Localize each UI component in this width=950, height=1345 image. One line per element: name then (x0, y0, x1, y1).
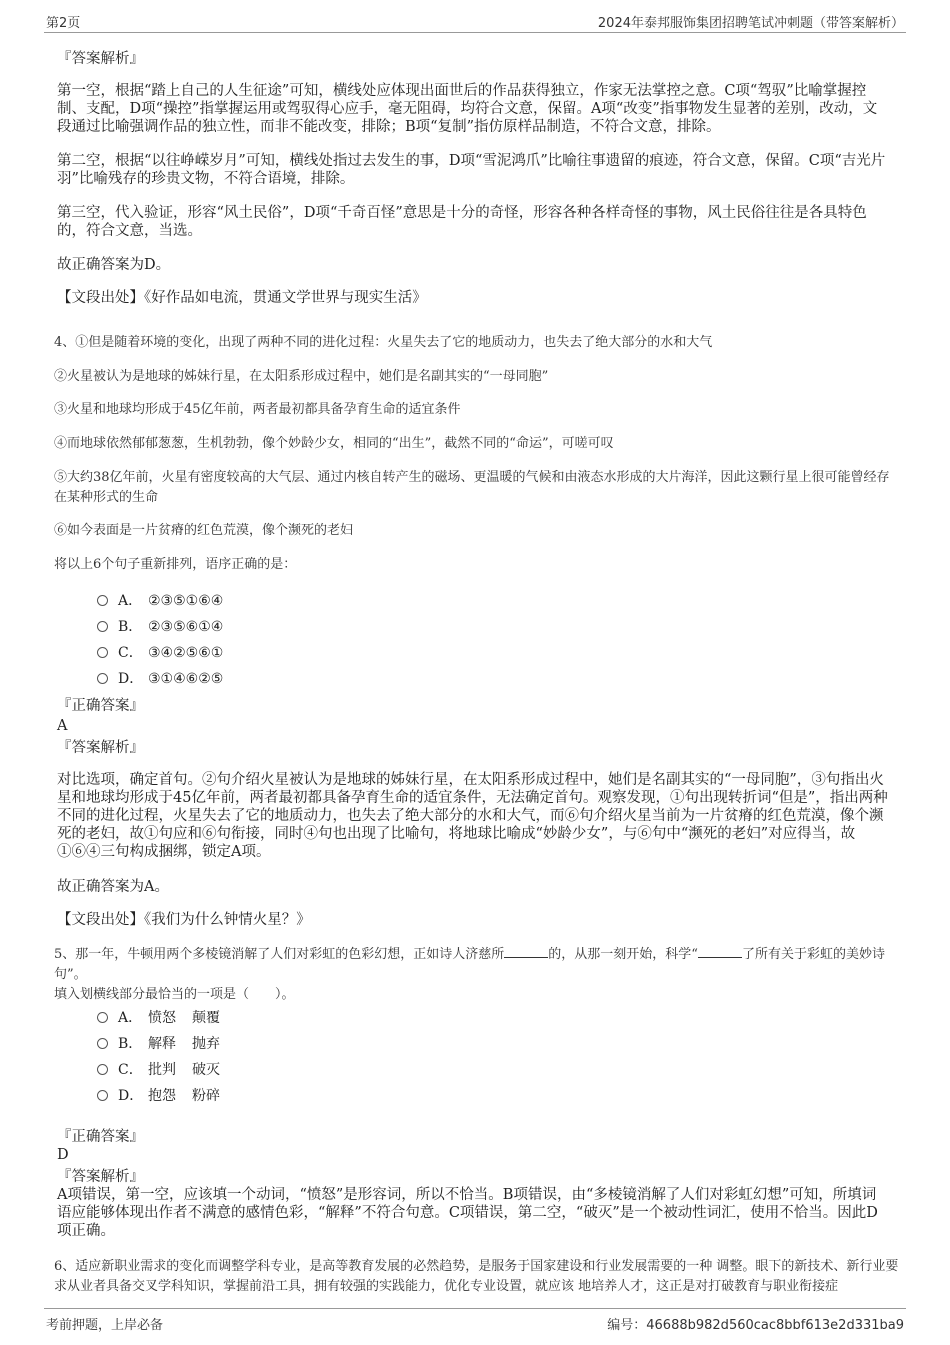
q5-option-a[interactable]: A． 愤怒 颠覆 (97, 1008, 220, 1028)
q4-prompt: 将以上6个句子重新排列，语序正确的是： (54, 557, 297, 572)
radio-icon[interactable] (97, 673, 108, 684)
q5-stem: 5、那一年，牛顿用两个多棱镜消解了人们对彩虹的色彩幻想，正如诗人济慈所 的，从那一刻开始，科学“ 了所有关于彩虹的美妙诗句”。 (54, 947, 885, 982)
q4-conclusion: 故正确答案为A。 (57, 879, 169, 895)
blank-2 (698, 945, 742, 958)
q3-source: 【文段出处】《好作品如电流，贯通文学世界与现实生活》 (57, 290, 427, 306)
q4-analysis-label: 『答案解析』 (57, 740, 144, 756)
q4-sentence-6: ⑥如今表面是一片贫瘠的红色荒漠，像个濒死的老妇 (54, 523, 354, 538)
q4-sentence-5: ⑤大约38亿年前，火星有密度较高的大气层、通过内核自转产生的磁场、更温暖的气候和由液态水形成的大片海洋，因此这颗行星上很可能曾经存在某种形式的生命 (54, 470, 890, 505)
q4-option-b[interactable]: B． ②③⑤⑥①④ (97, 617, 223, 637)
q5-answer-label: 『正确答案』 (57, 1129, 144, 1145)
q4-sentence-4: ④而地球依然郁郁葱葱，生机勃勃，像个妙龄少女，相同的“出生”，截然不同的“命运”，可嗟可叹 (54, 436, 614, 451)
q3-analysis-para1: 第一空，根据“踏上自己的人生征途”可知，横线处应体现出面世后的作品获得独立，作家无法掌控之意。C项“驾驭”比喻掌握控制、支配，D项“操控”指掌握运用或驾驭得心应手，毫无阻碍，均符合文意，保留。A项“改变”指事物发生显著的差别，改动，文段通过比喻强调作品的独立性，而非不能改变，排除；B项“复制”指仿原样品制造，不符合文意，排除。 (57, 83, 878, 135)
q3-conclusion: 故正确答案为D。 (57, 257, 171, 273)
radio-icon[interactable] (97, 647, 108, 658)
q3-analysis-para2: 第二空，根据“以往峥嵘岁月”可知，横线处指过去发生的事，D项“雪泥鸿爪”比喻往事遗留的痕迹，符合文意，保留。C项“吉光片羽”比喻残存的珍贵文物，不符合语境，排除。 (57, 153, 886, 187)
q4-source: 【文段出处】《我们为什么钟情火星？》 (57, 912, 311, 928)
q4-sentence-2: ②火星被认为是地球的姊妹行星，在太阳系形成过程中，她们是名副其实的“一母同胞” (54, 369, 549, 384)
q5-prompt: 填入划横线部分最恰当的一项是（ ）。 (54, 987, 295, 1002)
q3-analysis-para3: 第三空，代入验证，形容“风土民俗”，D项“千奇百怪”意思是十分的奇怪，形容各种各样奇怪的事物，风土民俗往往是各具特色的，符合文意，当选。 (57, 205, 867, 239)
q3-analysis-label: 『答案解析』 (57, 51, 144, 67)
page-number: 第2页 (46, 16, 81, 31)
q4-sentence-1: 4、①但是随着环境的变化，出现了两种不同的进化过程：火星失去了它的地质动力，也失去了绝大部分的水和大气 (54, 335, 713, 350)
q4-sentence-3: ③火星和地球均形成于45亿年前，两者最初都具备孕育生命的适宜条件 (54, 402, 461, 417)
document-title: 2024年泰邦服饰集团招聘笔试冲刺题（带答案解析） (597, 16, 904, 31)
q4-option-a[interactable]: A． ②③⑤①⑥④ (97, 591, 223, 611)
q5-option-c[interactable]: C． 批判 破灭 (97, 1060, 220, 1080)
blank-1 (504, 945, 548, 958)
footer-slogan: 考前押题，上岸必备 (46, 1318, 164, 1333)
q4-answer-label: 『正确答案』 (57, 698, 144, 714)
radio-icon[interactable] (97, 621, 108, 632)
radio-icon[interactable] (97, 1090, 108, 1101)
radio-icon[interactable] (97, 595, 108, 606)
q5-option-d[interactable]: D． 抱怨 粉碎 (97, 1086, 220, 1106)
q5-option-b[interactable]: B． 解释 抛弃 (97, 1034, 220, 1054)
radio-icon[interactable] (97, 1012, 108, 1023)
page-header (44, 8, 906, 33)
footer-code: 编号：46688b982d560cac8bbf613e2d331ba9 (607, 1318, 904, 1333)
q5-answer: D (57, 1147, 69, 1163)
radio-icon[interactable] (97, 1064, 108, 1075)
radio-icon[interactable] (97, 1038, 108, 1049)
q6-stem: 6、适应新职业需求的变化而调整学科专业，是高等教育发展的必然趋势，是服务于国家建设和行业发展需要的一种 调整。眼下的新技术、新行业要求从业者具备交叉学科知识，掌握前沿工具，拥有较强的实践能力，优化专业设置，就应该 地培养人才，这正是对打破教育与职业衔接症 (54, 1259, 899, 1294)
q4-analysis: 对比选项，确定首句。②句介绍火星被认为是地球的姊妹行星，在太阳系形成过程中，她们是名副其实的“一母同胞”，③句指出火星和地球均形成于45亿年前，两者最初都具备孕育生命的适宜条件，无法确定首句。观察发现，①句出现转折词“但是”，指出两种不同的进化过程，火星失去了它的地质动力，也失去了绝大部分的水和大气，而⑥句介绍火星当前为一片贫瘠的红色荒漠，像个濒死的老妇，故①句应和⑥句衔接，同时④句也出现了比喻句，将地球比喻成“妙龄少女”，与⑥句中“濒死的老妇”对应得当，故①⑥④三句构成捆绑，锁定A项。 (57, 772, 888, 860)
q5-analysis-label: 『答案解析』 (57, 1169, 144, 1185)
page-footer (44, 1308, 906, 1335)
q4-answer: A (57, 718, 68, 734)
q4-option-d[interactable]: D． ③①④⑥②⑤ (97, 669, 223, 689)
q5-analysis: A项错误，第一空，应该填一个动词，“愤怒”是形容词，所以不恰当。B项错误，由“多棱镜消解了人们对彩虹幻想”可知，所填词语应能够体现出作者不满意的感情色彩，“解释”不符合句意。C项错误，第二空，“破灭”是一个被动性词汇，使用不恰当。因此D项正确。 (57, 1187, 878, 1239)
q4-option-c[interactable]: C． ③④②⑤⑥① (97, 643, 223, 663)
